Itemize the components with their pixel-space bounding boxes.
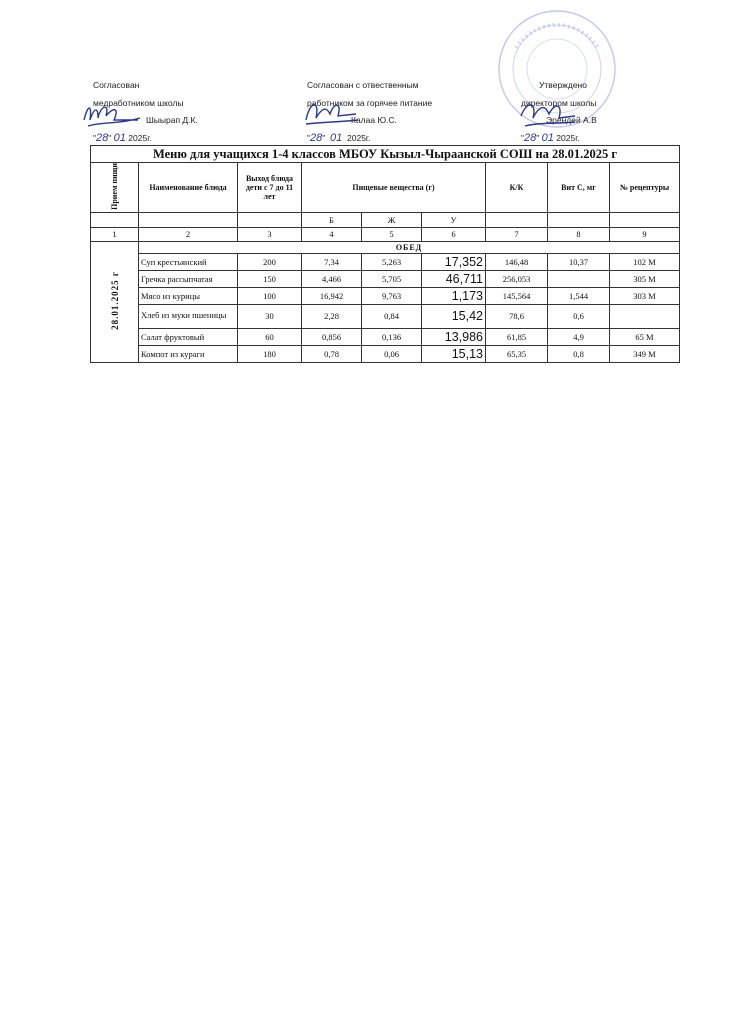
colnum: 6 <box>422 227 486 241</box>
colnum: 8 <box>548 227 610 241</box>
right-signature <box>515 96 579 130</box>
dish-b: 0,856 <box>302 328 362 345</box>
middle-approval-line1: Согласован с отвественным <box>307 80 419 90</box>
dish-name: Хлеб из муки пшеницы <box>139 304 238 328</box>
middle-approval-line2: работником за горячее питание <box>307 98 433 108</box>
menu-table <box>90 145 680 363</box>
left-month: 01 <box>113 132 126 144</box>
section-label: ОБЕД <box>139 241 680 253</box>
dish-zh: 0,84 <box>362 304 422 328</box>
middle-year: 2025г. <box>347 133 371 143</box>
left-day: 28 <box>96 132 109 144</box>
dish-u: 15,13 <box>422 345 486 362</box>
right-approval-name: Эрендей А.В <box>546 115 597 125</box>
middle-approval-date: "28" 01 2025г. <box>307 132 371 144</box>
header-meal-label: Прием пищи <box>110 163 119 210</box>
right-day: 28 <box>524 132 537 144</box>
dish-recipe: 303 М <box>610 287 680 304</box>
date-cell <box>91 241 139 362</box>
header-kk: К/К <box>486 163 548 213</box>
table-row <box>91 328 680 345</box>
dish-zh: 9,763 <box>362 287 422 304</box>
dish-kk: 61,85 <box>486 328 548 345</box>
middle-signature <box>300 96 364 130</box>
left-year: 2025г. <box>128 133 152 143</box>
dish-vitc: 0,6 <box>548 304 610 328</box>
dish-u: 17,352 <box>422 253 486 270</box>
dish-vitc <box>548 270 610 287</box>
dish-zh: 5,705 <box>362 270 422 287</box>
dish-b: 4,466 <box>302 270 362 287</box>
colnum: 2 <box>139 227 238 241</box>
left-approval-date: "28" 01 2025г. <box>93 132 152 144</box>
colnum: 5 <box>362 227 422 241</box>
dish-vitc: 4,9 <box>548 328 610 345</box>
table-row <box>91 287 680 304</box>
dish-yield: 100 <box>238 287 302 304</box>
dish-yield: 30 <box>238 304 302 328</box>
dish-u: 46,711 <box>422 270 486 287</box>
dish-kk: 145,564 <box>486 287 548 304</box>
dish-zh: 0,06 <box>362 345 422 362</box>
dish-yield: 200 <box>238 253 302 270</box>
left-signature <box>80 98 144 132</box>
dish-kk: 78,6 <box>486 304 548 328</box>
menu-title: Меню для учащихся 1-4 классов МБОУ Кызыл-Чыраанской СОШ на 28.01.2025 г <box>91 146 680 163</box>
dish-name: Салат фруктовый <box>139 328 238 345</box>
dish-yield: 150 <box>238 270 302 287</box>
dish-vitc: 1,544 <box>548 287 610 304</box>
right-approval-line1: Утверждено <box>539 80 587 90</box>
header-yield: Выход блюда дети с 7 до 11 лет <box>238 163 302 213</box>
dish-recipe: 305 М <box>610 270 680 287</box>
dish-vitc: 0,8 <box>548 345 610 362</box>
dish-recipe: 349 М <box>610 345 680 362</box>
sub-b: Б <box>302 212 362 227</box>
right-month: 01 <box>541 132 554 144</box>
colnum: 4 <box>302 227 362 241</box>
dish-kk: 256,053 <box>486 270 548 287</box>
dish-recipe <box>610 304 680 328</box>
colnum: 3 <box>238 227 302 241</box>
dish-b: 16,942 <box>302 287 362 304</box>
middle-month: 01 <box>330 132 343 144</box>
table-row <box>91 304 680 328</box>
header-recipe: № рецептуры <box>610 163 680 213</box>
colnum: 9 <box>610 227 680 241</box>
table-row <box>91 253 680 270</box>
dish-name: Гречка рассыпчатая <box>139 270 238 287</box>
dish-yield: 60 <box>238 328 302 345</box>
dish-name: Суп крестьянский <box>139 253 238 270</box>
dish-vitc: 10,37 <box>548 253 610 270</box>
date-label: 28.01.2025 г <box>109 271 120 331</box>
table-row <box>91 270 680 287</box>
colnum: 1 <box>91 227 139 241</box>
dish-b: 0,78 <box>302 345 362 362</box>
right-approval-line2: директором школы <box>521 98 597 108</box>
dish-u: 13,986 <box>422 328 486 345</box>
right-year: 2025г. <box>556 133 580 143</box>
dish-b: 7,34 <box>302 253 362 270</box>
left-approval-name: Шыырап Д.К. <box>146 115 198 125</box>
dish-b: 2,28 <box>302 304 362 328</box>
sub-u: У <box>422 212 486 227</box>
dish-zh: 0,136 <box>362 328 422 345</box>
middle-approval-name: Калаа Ю.С. <box>351 115 397 125</box>
left-approval-line2: медработником школы <box>93 98 184 108</box>
colnum: 7 <box>486 227 548 241</box>
header-meal <box>91 163 139 213</box>
sub-zh: Ж <box>362 212 422 227</box>
right-approval-date: "28" 01 2025г. <box>521 132 580 144</box>
dish-u: 15,42 <box>422 304 486 328</box>
header-dish: Наименование блюда <box>139 163 238 213</box>
dish-u: 1,173 <box>422 287 486 304</box>
dish-name: Мясо из курицы <box>139 287 238 304</box>
table-row <box>91 345 680 362</box>
dish-kk: 65,35 <box>486 345 548 362</box>
left-approval-line1: Согласован <box>93 80 140 90</box>
dish-recipe: 65 М <box>610 328 680 345</box>
dish-name: Компот из кураги <box>139 345 238 362</box>
dish-yield: 180 <box>238 345 302 362</box>
dish-kk: 146,48 <box>486 253 548 270</box>
dish-zh: 5,263 <box>362 253 422 270</box>
middle-day: 28 <box>310 132 323 144</box>
dish-recipe: 102 М <box>610 253 680 270</box>
header-nutrients: Пищевые вещества (г) <box>302 163 486 213</box>
header-vitc: Вит С, мг <box>548 163 610 213</box>
